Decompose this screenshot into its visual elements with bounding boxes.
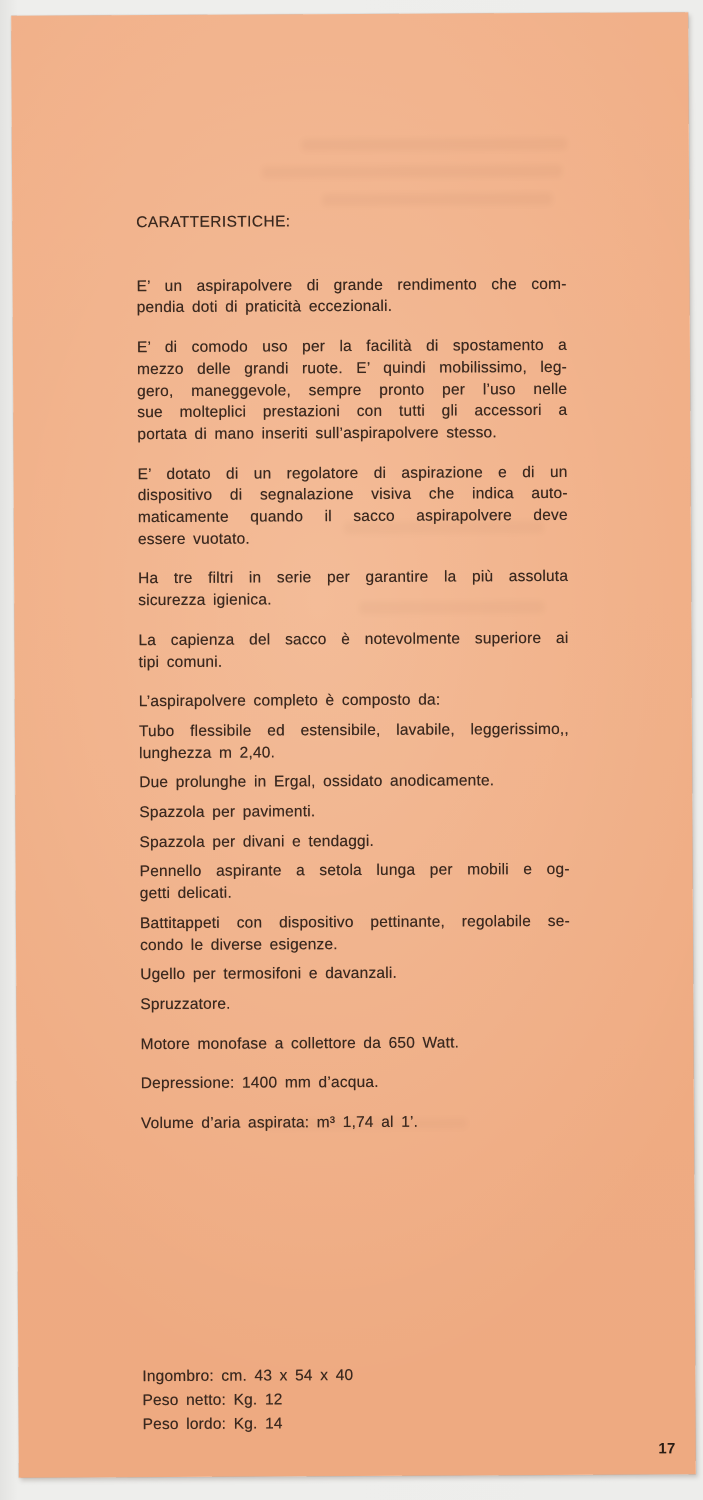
text-line: mezzo delle grandi ruote. E’ quindi mobilissimo, leg- <box>136 358 568 378</box>
footer-line: Peso netto: Kg. 12 <box>142 1391 283 1410</box>
text-line: Spruzzatore. <box>140 995 231 1014</box>
text-line: Motore monofase a collettore da 650 Watt. <box>140 1034 460 1053</box>
paragraph <box>139 800 569 824</box>
text-line: Tubo flessibile ed estensibile, lavabile, leggerissimo,, <box>138 720 569 741</box>
show-through-smudge <box>302 138 567 151</box>
page-title: CARATTERISTICHE: <box>136 213 291 232</box>
paragraph <box>140 992 570 1016</box>
paragraph <box>138 566 568 612</box>
paragraph <box>140 911 570 957</box>
specs-footer <box>142 1364 353 1437</box>
text-column <box>136 210 571 1153</box>
text-line: Ugello per termosifoni e davanzali. <box>140 965 398 984</box>
text-line: Spazzola per pavimenti. <box>139 803 316 822</box>
paragraph <box>137 274 567 320</box>
body-paragraphs <box>137 274 571 1135</box>
text-line: gero, maneggevole, sempre pronto per l’uso nelle <box>137 380 568 400</box>
page-number: 17 <box>658 1440 676 1458</box>
paragraph <box>139 689 569 713</box>
text-line: dispositivo di segnalazione visiva che indica auto- <box>137 485 568 505</box>
text-line: E’ di comodo uso per la facilità di spostamento a <box>136 336 567 357</box>
text-line: Battitappeti con dispositivo pettinante, regolabile se- <box>139 912 570 932</box>
paragraph <box>140 962 570 986</box>
text-line: lunghezza m 2,40. <box>138 744 276 762</box>
text-line: Spazzola per divani e tendaggi. <box>139 832 375 851</box>
paper-sheet <box>11 12 696 1478</box>
text-line: portata di mano inseriti sull’aspirapolvere stesso. <box>137 424 497 444</box>
text-line: essere vuotato. <box>137 530 250 548</box>
paragraph <box>138 628 568 674</box>
text-line: tipi comuni. <box>138 653 223 671</box>
paragraph <box>141 1111 571 1135</box>
text-line: La capienza del sacco è notevolmente superiore ai <box>138 629 569 649</box>
text-line: Ha tre filtri in serie per garantire la più assoluta <box>138 568 569 588</box>
show-through-smudge <box>322 193 552 206</box>
text-line: condo le diverse esigenze. <box>140 935 338 954</box>
text-line: Depressione: 1400 mm d’acqua. <box>140 1074 379 1093</box>
paragraph <box>139 770 569 794</box>
footer-line: Peso lordo: Kg. 14 <box>142 1415 283 1434</box>
text-line: maticamente quando il sacco aspirapolvere deve <box>137 506 568 527</box>
text-line: getti delicati. <box>139 884 232 903</box>
text-line: sicurezza igienica. <box>138 591 272 610</box>
show-through-smudge <box>262 165 562 179</box>
text-line: Volume d’aria aspirata: m³ 1,74 al 1’. <box>140 1113 419 1133</box>
text-line: Due prolunghe in Ergal, ossidato anodicamente. <box>139 772 495 792</box>
paragraph <box>140 859 570 905</box>
footer-line: Ingombro: cm. 43 x 54 x 40 <box>142 1367 354 1386</box>
text-line: Pennello aspirante a setola lunga per mobili e og- <box>139 861 570 881</box>
text-line: E’ dotato di un regolatore di aspirazione e di un <box>137 463 568 483</box>
text-line: L’aspirapolvere completo è composto da: <box>138 691 441 711</box>
text-line: pendia doti di praticità eccezionali. <box>136 298 393 317</box>
paragraph <box>141 1032 571 1056</box>
paragraph <box>141 1071 571 1095</box>
paragraph <box>138 462 568 551</box>
text-line: sue molteplici prestazioni con tutti gli accessori a <box>137 402 568 422</box>
paragraph <box>137 335 568 446</box>
paragraph <box>139 830 569 854</box>
text-line: E’ un aspirapolvere di grande rendimento che com- <box>136 275 567 295</box>
paragraph <box>139 719 569 765</box>
